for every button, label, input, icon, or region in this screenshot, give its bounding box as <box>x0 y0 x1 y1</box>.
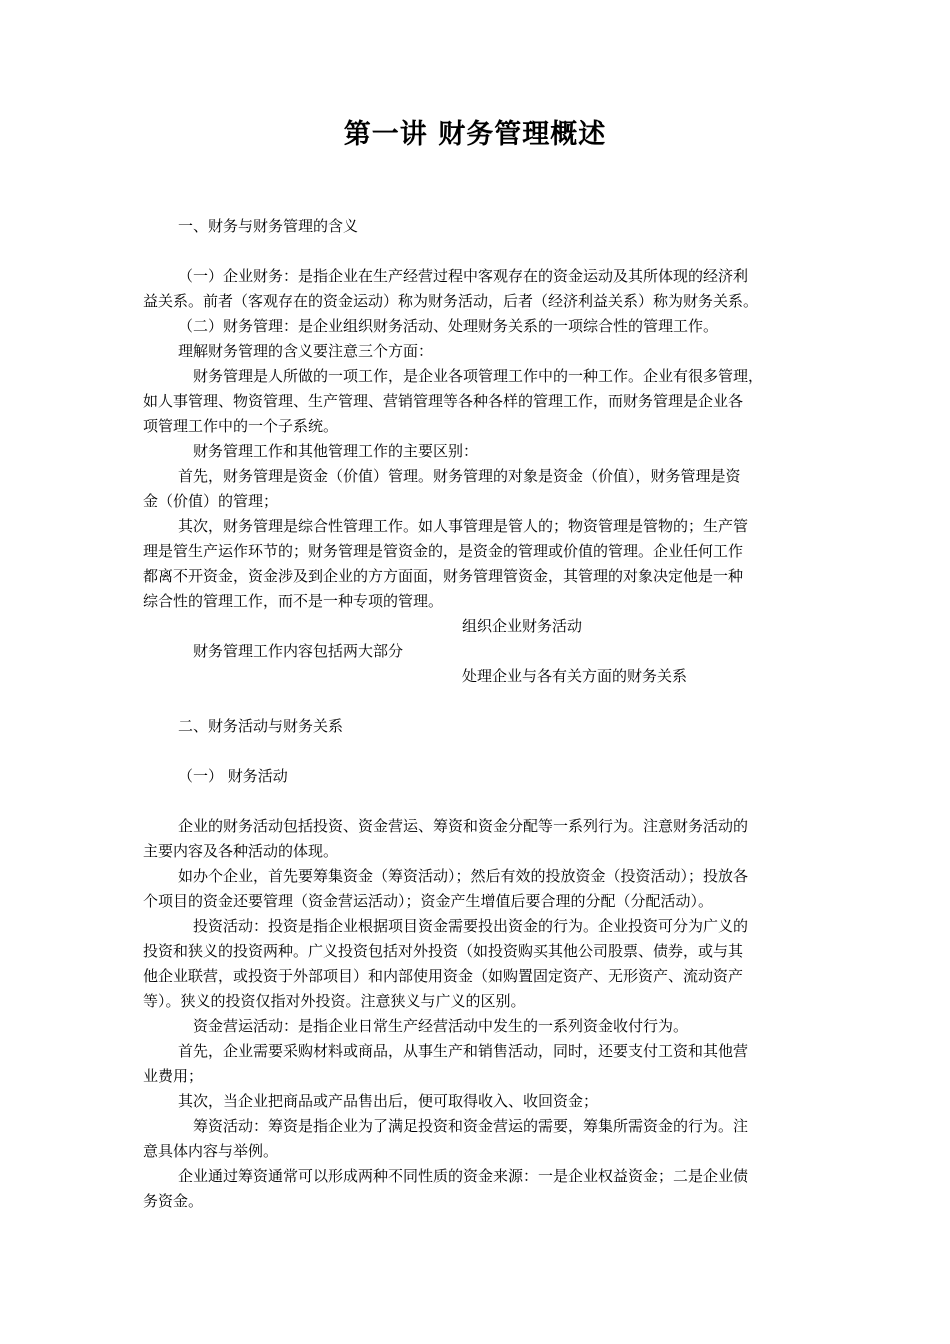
paragraph-line: 投资活动：投资是指企业根据项目资金需要投出资金的行为。企业投资可分为广义的 <box>193 917 749 935</box>
section-heading-2: 二、财务活动与财务关系 <box>178 717 344 735</box>
paragraph-line: 等）。狭义的投资仅指对外投资。注意狭义与广义的区别。 <box>143 992 526 1010</box>
paragraph-line: 理是管生产运作环节的；财务管理是管资金的，是资金的管理或价值的管理。企业任何工作 <box>143 542 744 560</box>
paragraph-line: 业费用； <box>143 1067 204 1085</box>
paragraph-line: 企业通过筹资通常可以形成两种不同性质的资金来源：一是企业权益资金；二是企业债 <box>178 1167 749 1185</box>
paragraph-line: 如人事管理、物资管理、生产管理、营销管理等各种各样的管理工作，而财务管理是企业各 <box>143 392 744 410</box>
paragraph-line: （二）财务管理：是企业组织财务活动、处理财务关系的一项综合性的管理工作。 <box>178 317 719 335</box>
paragraph-line: 企业的财务活动包括投资、资金营运、筹资和资金分配等一系列行为。注意财务活动的 <box>178 817 749 835</box>
paragraph-line: （一）企业财务：是指企业在生产经营过程中客观存在的资金运动及其所体现的经济利 <box>178 267 749 285</box>
paragraph-line: 财务管理工作和其他管理工作的主要区别： <box>193 442 479 460</box>
document-title: 第一讲 财务管理概述 <box>343 119 607 150</box>
paragraph-line: 投资和狭义的投资两种。广义投资包括对外投资（如投资购买其他公司股票、债券，或与其 <box>143 942 744 960</box>
paragraph-line: 首先，财务管理是资金（价值）管理。财务管理的对象是资金（价值），财务管理是资 <box>178 467 741 485</box>
paragraph-line: 理解财务管理的含义要注意三个方面： <box>178 342 434 360</box>
paragraph-line: 个项目的资金还要管理（资金营运活动）；资金产生增值后要合理的分配（分配活动）。 <box>143 892 714 910</box>
subsection-heading: （一） 财务活动 <box>178 767 288 785</box>
content-part-2: 处理企业与各有关方面的财务关系 <box>462 667 688 685</box>
paragraph-line: 如办个企业，首先要筹集资金（筹资活动）；然后有效的投放资金（投资活动）；投放各 <box>178 867 749 885</box>
paragraph-line: 其次，当企业把商品或产品售出后，便可取得收入、收回资金； <box>178 1092 599 1110</box>
paragraph-line: 首先，企业需要采购材料或商品，从事生产和销售活动，同时，还要支付工资和其他营 <box>178 1042 749 1060</box>
paragraph-line: 他企业联营，或投资于外部项目）和内部使用资金（如购置固定资产、无形资产、流动资产 <box>143 967 744 985</box>
content-part-1: 组织企业财务活动 <box>462 617 583 635</box>
paragraph-line: 筹资活动：筹资是指企业为了满足投资和资金营运的需要，筹集所需资金的行为。注 <box>193 1117 749 1135</box>
paragraph-line: 资金营运活动：是指企业日常生产经营活动中发生的一系列资金收付行为。 <box>193 1017 689 1035</box>
paragraph-line: 财务管理是人所做的一项工作，是企业各项管理工作中的一种工作。企业有很多管理， <box>193 367 764 385</box>
paragraph-line: 主要内容及各种活动的体现。 <box>143 842 339 860</box>
paragraph-line: 意具体内容与举例。 <box>143 1142 279 1160</box>
paragraph-line: 项管理工作中的一个子系统。 <box>143 417 339 435</box>
paragraph-line: 都离不开资金，资金涉及到企业的方方面面，财务管理管资金，其管理的对象决定他是一种 <box>143 567 744 585</box>
section-heading-1: 一、财务与财务管理的含义 <box>178 217 359 235</box>
paragraph-line: 金（价值）的管理； <box>143 492 279 510</box>
content-parts-label: 财务管理工作内容包括两大部分 <box>193 642 404 660</box>
paragraph-line: 综合性的管理工作，而不是一种专项的管理。 <box>143 592 444 610</box>
paragraph-line: 务资金。 <box>143 1192 204 1210</box>
paragraph-line: 益关系。前者（客观存在的资金运动）称为财务活动，后者（经济利益关系）称为财务关系。 <box>143 292 759 310</box>
paragraph-line: 其次，财务管理是综合性管理工作。如人事管理是管人的；物资管理是管物的；生产管 <box>178 517 749 535</box>
